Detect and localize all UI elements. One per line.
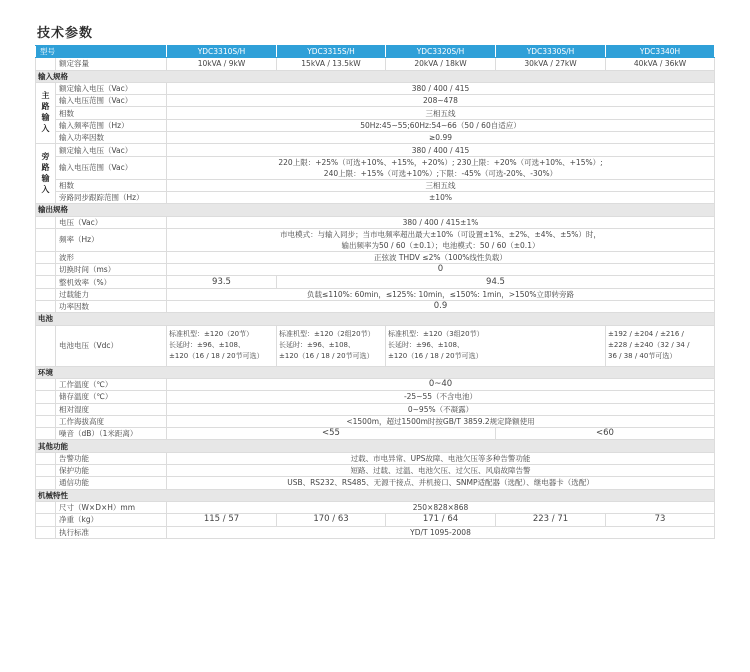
section-header: 机械特性 (36, 489, 715, 501)
table-row: 净重（kg） 115 / 57 170 / 63 171 / 64 223 / 71 73 (36, 514, 715, 526)
table-row: 相对湿度 0~95%（不凝露） (36, 403, 715, 415)
table-row: 噪音（dB）（1米距离） <55 <60 (36, 428, 715, 440)
model-name: YDC3330S/H (496, 46, 606, 58)
table-row: 输入电压范围（Vac） 220上限：+25%（可选+10%、+15%，+20%）; 230上限：+20%（可选+10%、+15%）; 240上限：+15%（可选+10%）;下限：-45%（可选-20%、-30%） (36, 156, 715, 179)
table-row: 执行标准 YD/T 1095-2008 (36, 526, 715, 538)
table-row: 切换时间（ms） 0 (36, 264, 715, 276)
table-row: 旁路输入 额定输入电压（Vac） 380 / 400 / 415 (36, 144, 715, 156)
section-header: 输入规格 (36, 70, 715, 82)
row-label: 额定容量 (56, 58, 167, 70)
spec-table (35, 45, 715, 539)
table-row: 整机效率（%） 93.5 94.5 (36, 276, 715, 288)
group-label: 旁路输入 (36, 144, 56, 204)
model-label: 型号 (36, 46, 167, 58)
table-row: 旁路同步跟踪范围（Hz） ±10% (36, 191, 715, 203)
model-name: YDC3320S/H (386, 46, 496, 58)
table-row: 工作海拔高度 <1500m，超过1500m时按GB/T 3859.2规定降额使用 (36, 415, 715, 427)
table-row: 主路输入 额定输入电压（Vac） 380 / 400 / 415 (36, 82, 715, 94)
table-row: 输入频率范围（Hz） 50Hz:45~55;60Hz:54~66（50 / 60自适应） (36, 119, 715, 131)
section-header: 环境 (36, 366, 715, 378)
table-row: 额定容量 10kVA / 9kW 15kVA / 13.5kW 20kVA / 18kW 30kVA / 27kW 40kVA / 36kW (36, 58, 715, 70)
table-row: 通信功能 USB、RS232、RS485、无源干接点、并机接口、SNMP适配器（选配）、继电器卡（选配） (36, 477, 715, 489)
header-row (36, 46, 715, 58)
table-row: 过载能力 负载≤110%: 60min，≤125%: 10min，≤150%: 1min，>150%立即转旁路 (36, 288, 715, 300)
table-row: 相数 三相五线 (36, 107, 715, 119)
table-row: 告警功能 过载、市电异常、UPS故障、电池欠压等多种告警功能 (36, 452, 715, 464)
table-row: 波形 正弦波 THDV ≤2%（100%线性负载） (36, 251, 715, 263)
table-row: 频率（Hz） 市电模式：与输入同步；当市电频率超出最大±10%（可设置±1%、±2%、±4%、±5%）时， 输出频率为50 / 60（±0.1）；电池模式：50 / 60（±0.1） (36, 228, 715, 251)
table-row: 尺寸（W×D×H）mm 250×828×868 (36, 501, 715, 513)
page-title: 技术参数 (37, 26, 94, 41)
section-header: 其他功能 (36, 440, 715, 452)
section-header: 输出规格 (36, 204, 715, 216)
table-row: 保护功能 短路、过载、过温、电池欠压、过欠压、风扇故障告警 (36, 465, 715, 477)
table-row: 相数 三相五线 (36, 179, 715, 191)
table-row: 储存温度（℃） -25~55（不含电池） (36, 391, 715, 403)
model-name: YDC3315S/H (277, 46, 386, 58)
model-name: YDC3310S/H (167, 46, 277, 58)
table-row: 功率因数 0.9 (36, 301, 715, 313)
table-row: 电池电压（Vdc） 标准机型：±120（20节） 长延时：±96、±108、 ±120（16 / 18 / 20节可选） 标准机型：±120（2组20节） 长延时：±96、±108、 ±120（16 / 18 / 20节可选） 标准机型：±120（3组20节） 长延时：±96、±108、 ±120（16 / 18 / 20节可选） ±192 / ±204 / ±216 / ±228 / ±240（32 / 34 / 36 / 38 / 40节可选） (36, 325, 715, 366)
table-row: 输入功率因数 ≥0.99 (36, 132, 715, 144)
table-row: 电压（Vac） 380 / 400 / 415±1% (36, 216, 715, 228)
table-row: 输入电压范围（Vac） 208~478 (36, 95, 715, 107)
table-row: 工作温度（℃） 0~40 (36, 378, 715, 390)
model-name: YDC3340H (606, 46, 715, 58)
section-header: 电池 (36, 313, 715, 325)
group-label: 主路输入 (36, 82, 56, 143)
